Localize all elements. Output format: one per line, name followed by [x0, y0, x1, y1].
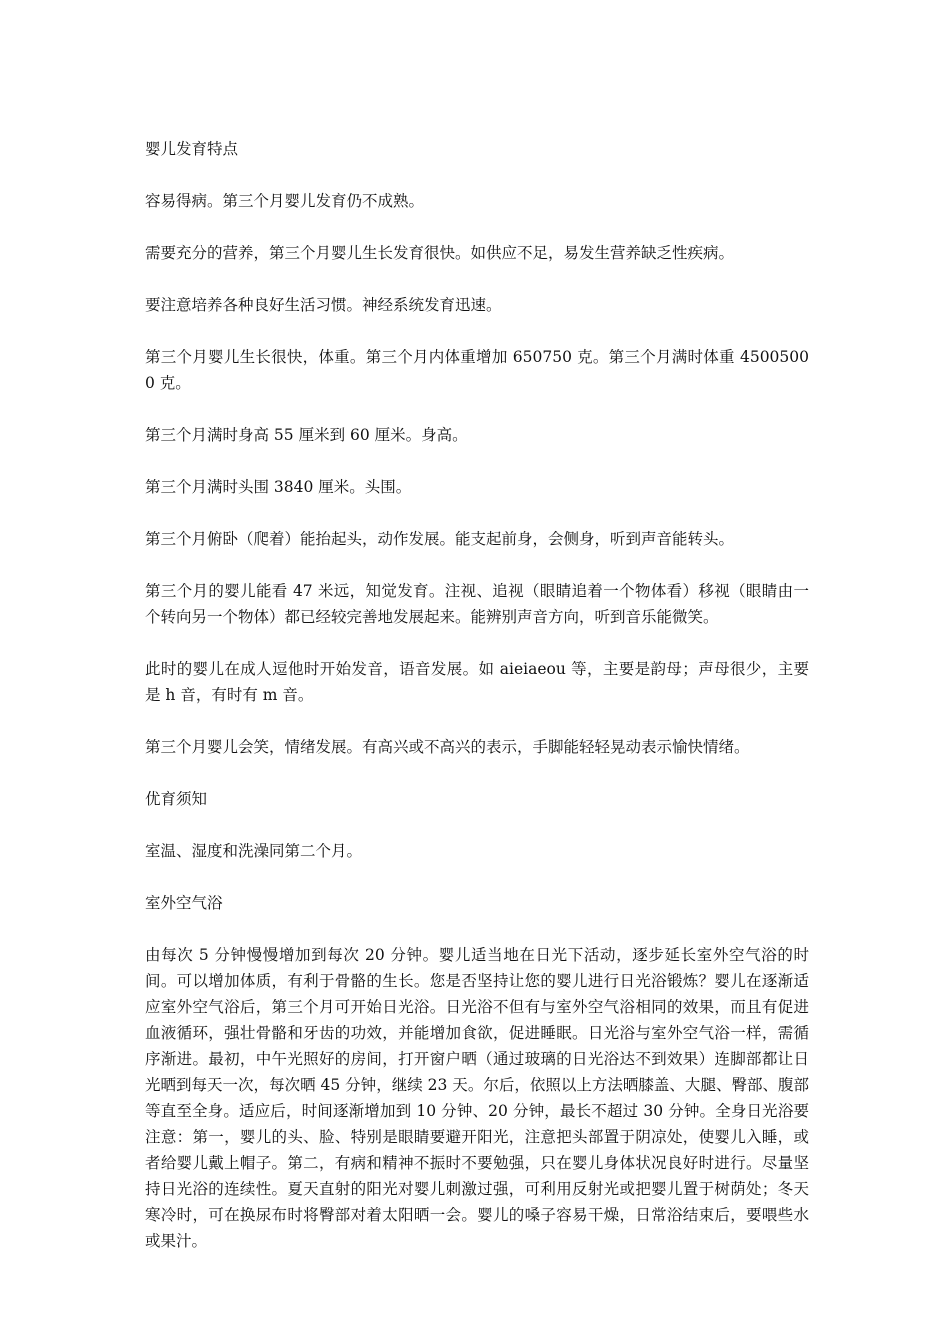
paragraph-head-circumference: 第三个月满时头围 3840 厘米。头围。: [145, 478, 412, 496]
paragraph-perception: 第三个月的婴儿能看 47 米远，知觉发育。注视、追视（眼睛追着一个物体看）移视（眼睛由一个转向另一个物体）都已经较完善地发展起来。能辨别声音方向，听到音乐能微笑。: [145, 582, 809, 626]
paragraph-habits: 要注意培养各种良好生活习惯。神经系统发育迅速。: [145, 296, 502, 314]
paragraph-height: 第三个月满时身高 55 厘米到 60 厘米。身高。: [145, 426, 468, 444]
paragraph-weight: 第三个月婴儿生长很快，体重。第三个月内体重增加 650750 克。第三个月满时体重 45005000 克。: [145, 348, 809, 392]
paragraph-language: 此时的婴儿在成人逗他时开始发音，语音发展。如 aieiaeou 等，主要是韵母；声母很少，主要是 h 音，有时有 m 音。: [145, 660, 809, 704]
paragraph-sunbath: 由每次 5 分钟慢慢增加到每次 20 分钟。婴儿适当地在日光下活动，逐步延长室外空气浴的时间。可以增加体质，有利于骨骼的生长。您是否坚持让您的婴儿进行日光浴锻炼？婴儿在逐渐适应室外空气浴后，第三个月可开始日光浴。日光浴不但有与室外空气浴相同的效果，而且有促进血液循环，强壮骨骼和牙齿的功效，并能增加食欲，促进睡眠。日光浴与室外空气浴一样，需循序渐进。最初，中午光照好的房间，打开窗户晒（通过玻璃的日光浴达不到效果）连脚部都让日光晒到每天一次，每次晒 45 分钟，继续 23 天。尔后，依照以上方法晒膝盖、大腿、臀部、腹部等直至全身。适应后，时间逐渐增加到 10 分钟、20 分钟，最长不超过 30 分钟。全身日光浴要注意：第一，婴儿的头、脸、特别是眼睛要避开阳光，注意把头部置于阴凉处，使婴儿入睡，或者给婴儿戴上帽子。第二，有病和精神不振时不要勉强，只在婴儿身体状况良好时进行。尽量坚持日光浴的连续性。夏天直射的阳光对婴儿刺激过强，可利用反射光或把婴儿置于树荫处；冬天寒冷时，可在换尿布时将臀部对着太阳晒一会。婴儿的嗓子容易干燥，日常浴结束后，要喂些水或果汁。: [145, 946, 809, 1250]
paragraph-motor: 第三个月俯卧（爬着）能抬起头，动作发展。能支起前身，会侧身，听到声音能转头。: [145, 530, 735, 548]
section-heading-air-bath: 室外空气浴: [145, 894, 223, 912]
section-heading-care: 优育须知: [145, 790, 208, 808]
paragraph-room-temperature: 室温、湿度和洗澡同第二个月。: [145, 842, 363, 860]
paragraph-emotion: 第三个月婴儿会笑，情绪发展。有高兴或不高兴的表示，手脚能轻轻晃动表示愉快情绪。: [145, 738, 750, 756]
paragraph-illness: 容易得病。第三个月婴儿发育仍不成熟。: [145, 192, 425, 210]
document-body: [145, 136, 809, 1280]
section-heading-development: 婴儿发育特点: [145, 140, 239, 158]
paragraph-nutrition: 需要充分的营养，第三个月婴儿生长发育很快。如供应不足，易发生营养缺乏性疾病。: [145, 244, 735, 262]
